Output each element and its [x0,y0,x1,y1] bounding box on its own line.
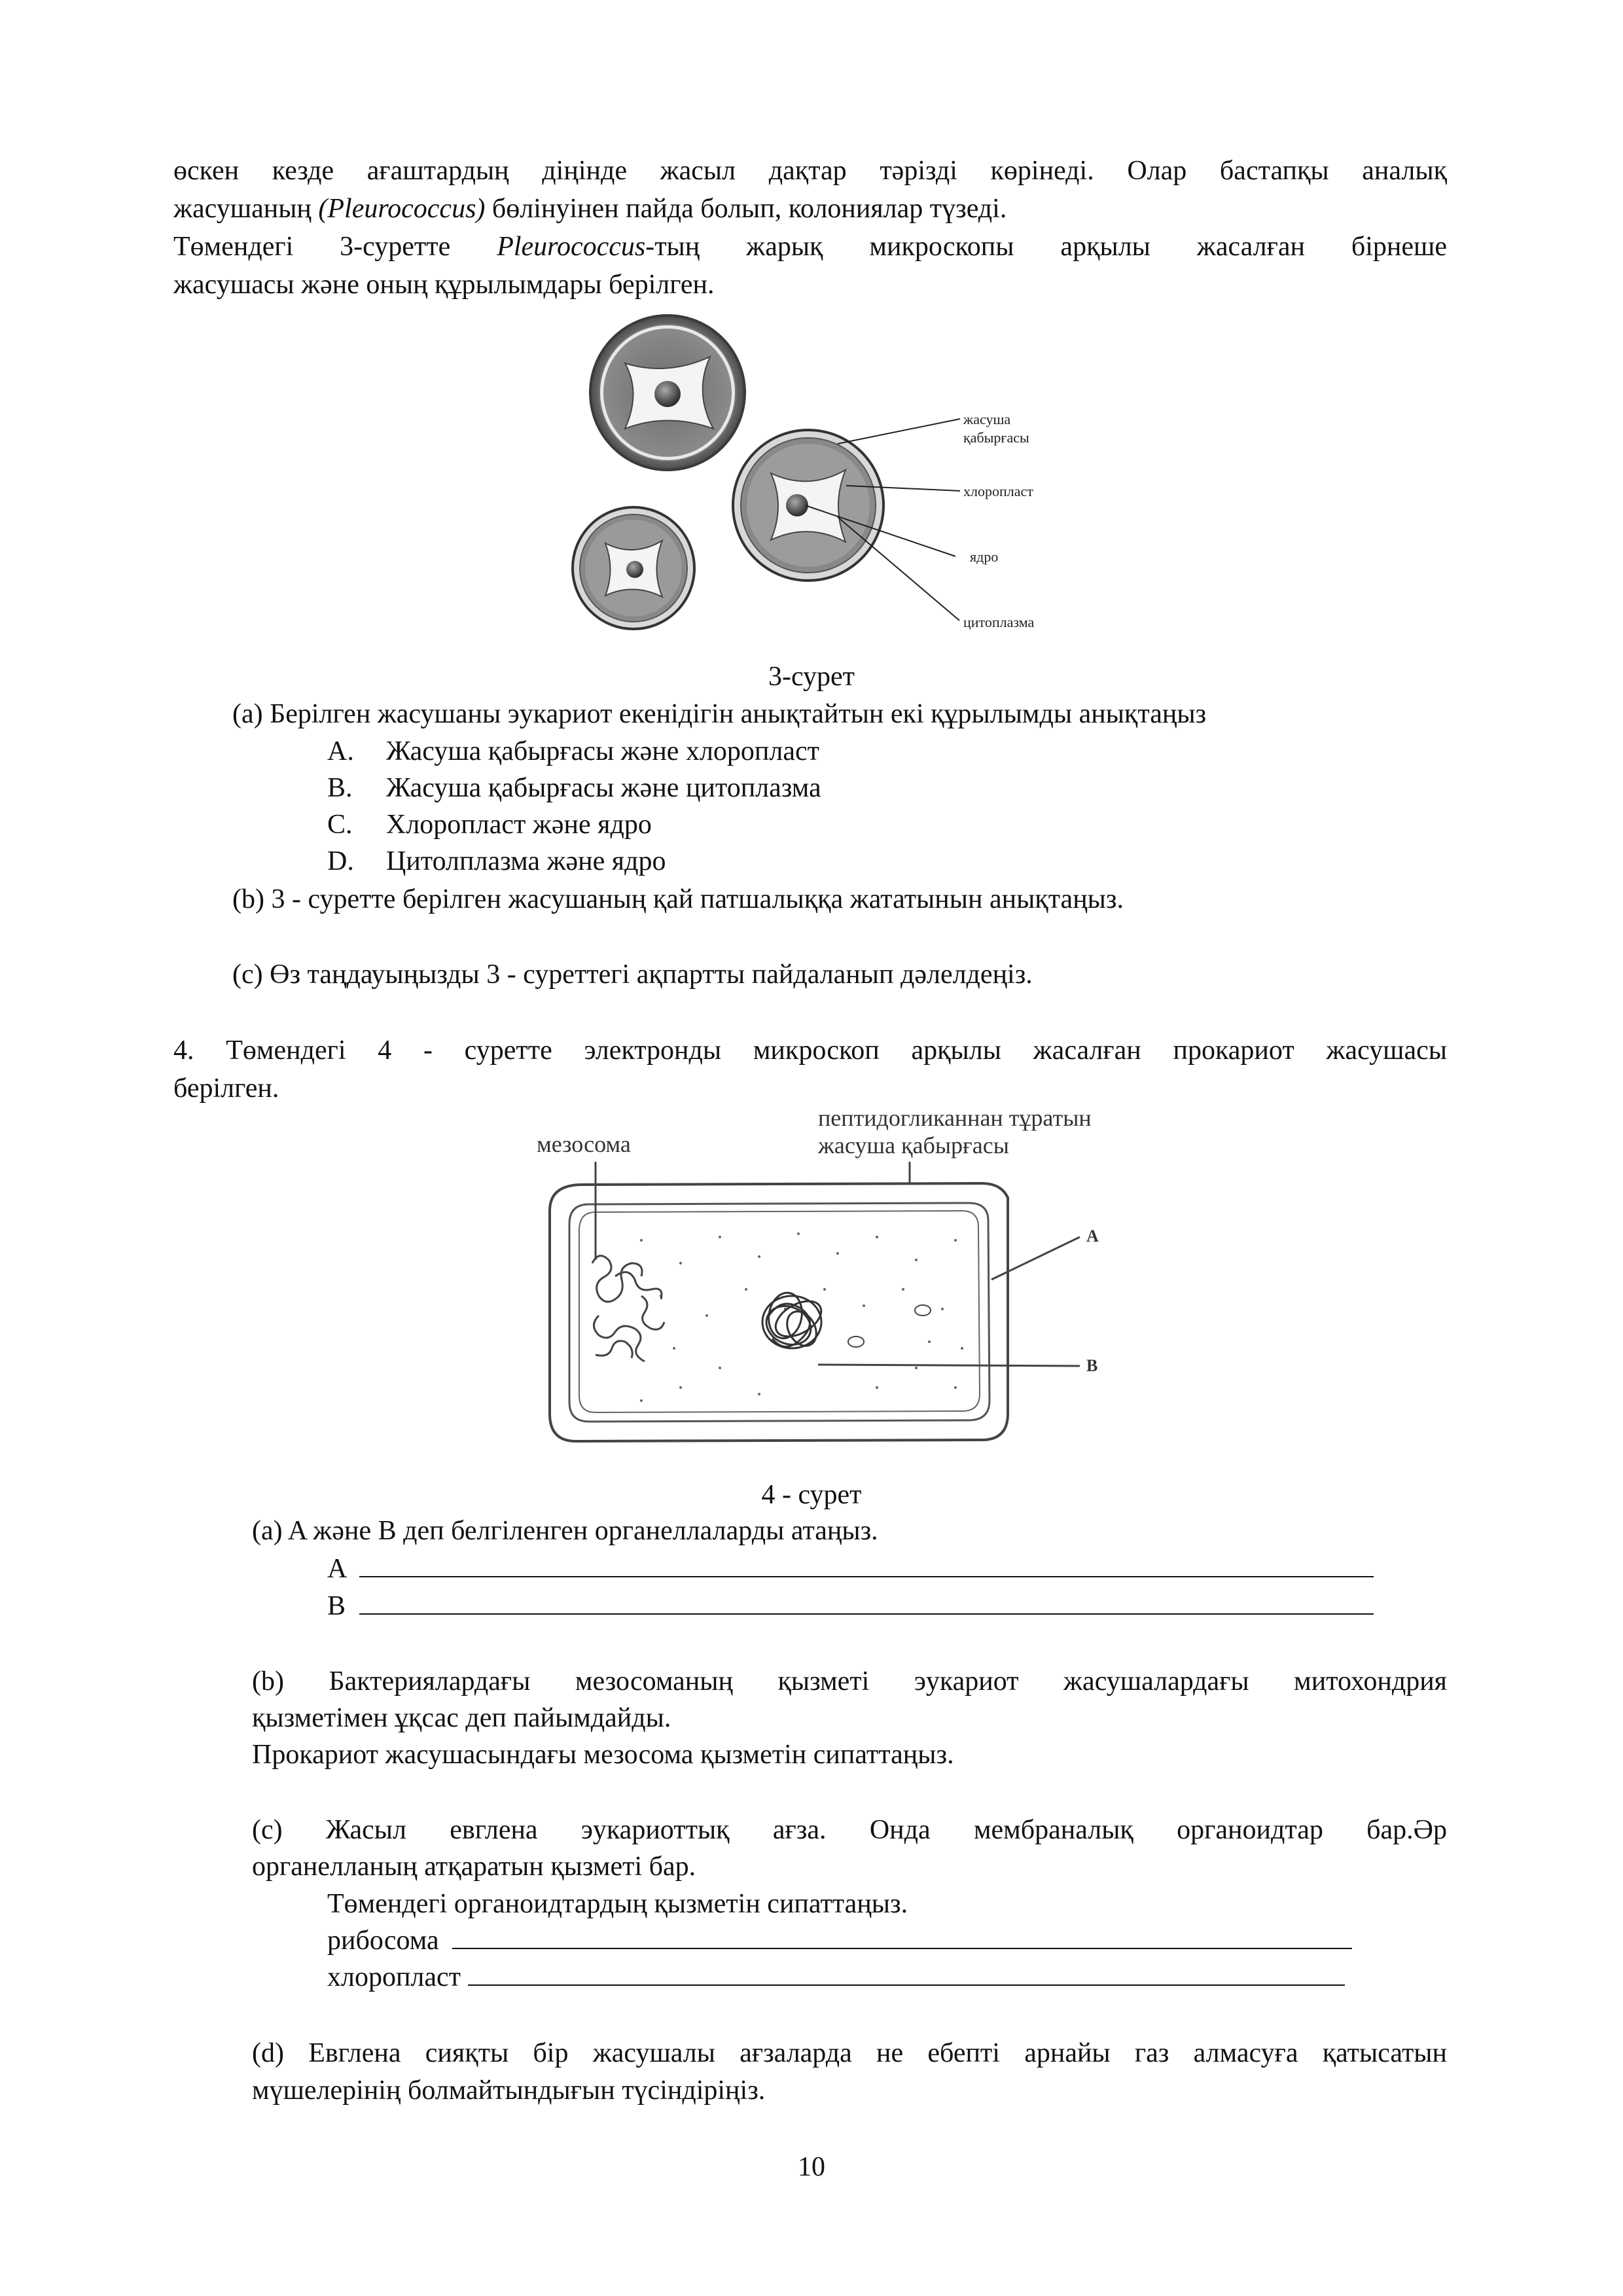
cell-small [573,507,694,629]
q3-option-b-letter: B. [327,773,353,803]
q4-part-c-line-1: (c) Жасыл евглена эукариоттық ағза. Онда мембраналық органоидтар бар.Әр [252,1815,1447,1845]
label-nucleus: ядро [970,548,999,565]
intro-line-3-text: Төмендегі 3-суретте [173,232,497,262]
figure-4-caption: 4 - сурет [761,1480,862,1510]
label-mesosome: мезосома [537,1131,631,1157]
q4-part-d-line-2: мүшелерінің болмайтындығын түсіндіріңіз. [252,2075,766,2106]
q4-ribosome-row [327,1922,1352,1960]
q4-intro-line-2: берілген. [173,1073,279,1103]
q3-option-c-letter: C. [327,810,353,840]
intro-line-2-text: жасушаның [173,194,319,224]
label-cell-wall-1: жасуша [963,411,1011,427]
intro-line-4: жасушасы және оның құрылымдары берілген. [173,270,715,300]
q4-part-d-line-1: (d) Евглена сияқты бір жасушалы ағзаларда не ебепті арнайы газ алмасуға қатысатын [252,2038,1447,2068]
leader-b [818,1365,1080,1366]
cell-labelled [733,430,883,581]
cell-large [590,315,745,470]
label-b: B [1086,1356,1098,1375]
label-wall-1: пептидогликаннан тұратын [818,1105,1092,1131]
q4-part-b-line-2: қызметімен ұқсас деп пайымдайды. [252,1703,671,1733]
label-chloroplast: хлоропласт [963,483,1033,499]
q4-answer-b [327,1587,1374,1625]
answer-a-label: A [327,1554,346,1584]
q4-answer-a [327,1550,1374,1588]
label-cytoplasm: цитоплазма [963,614,1035,630]
q3-option-a: Жасуша қабырғасы және хлоропласт [386,736,819,766]
answer-a-blank[interactable] [359,1550,1374,1577]
q3-option-d-letter: D. [327,846,354,876]
leader-cell-wall [838,419,960,444]
leader-cytoplasm [838,517,959,620]
intro-italic-genus: (Pleurococcus) [318,194,486,224]
intro-line-3-end: -тың жарық микроскопы арқылы жасалған бірнеше [645,232,1447,262]
q4-chloroplast-row [327,1958,1345,1996]
page-number: 10 [798,2152,825,2182]
cytoplasm [579,1211,980,1412]
ribosome-answer-blank[interactable] [452,1922,1352,1949]
intro-line-2-end: бөлінуінен пайда болып, колониялар түзеді. [485,194,1007,224]
q4-part-b-line-3: Прокариот жасушасындағы мезосома қызметін сипаттаңыз. [252,1740,954,1770]
ribosome-label: рибосома [327,1926,439,1956]
q3-option-c: Хлоропласт және ядро [386,810,652,840]
label-wall-2: жасуша қабырғасы [818,1132,1009,1158]
q3-part-c: (c) Өз таңдауыңызды 3 - суреттегі ақпартты пайдаланып дәлелдеңіз. [232,960,1033,990]
label-cell-wall-2: қабырғасы [963,429,1029,446]
figure-4-prokaryote [510,1100,1165,1466]
answer-b-blank[interactable] [359,1587,1374,1615]
q3-part-b: (b) 3 - суретте берілген жасушаның қай патшалыққа жататынын анықтаңыз. [232,884,1124,914]
chloroplast-answer-blank[interactable] [468,1958,1345,1986]
q4-part-b-line-1: (b) Бактериялардағы мезосоманың қызметі эукариот жасушалардағы митохондрия [252,1666,1447,1696]
q4-part-a: (a) A және B деп белгіленген органеллаларды атаңыз. [252,1516,878,1546]
q4-intro-line-1: 4. Төмендегі 4 - суретте электронды микроскоп арқылы жасалған прокариот жасушасы [173,1035,1447,1066]
intro-line-3 [173,228,1447,266]
intro-line-2 [173,190,1007,228]
q4-part-c-line-3: Төмендегі органоидтардың қызметін сипаттаңыз. [327,1889,908,1919]
q3-option-a-letter: A. [327,736,354,766]
q3-option-b: Жасуша қабырғасы және цитоплазма [386,773,821,803]
q3-option-d: Цитолплазма және ядро [386,846,666,876]
figure-3-caption: 3-сурет [768,662,855,692]
answer-b-label: B [327,1591,346,1621]
chloroplast-label: хлоропласт [327,1962,461,1992]
intro-line-1: өскен кезде ағаштардың діңінде жасыл дақтар тәрізді көрінеді. Олар бастапқы аналық [173,156,1447,186]
figure-3-pleurococcus [563,314,1086,648]
q4-part-c-line-2: органелланың атқаратын қызметі бар. [252,1852,696,1882]
q3-part-a: (a) Берілген жасушаны эукариот екенідігін анықтайтын екі құрылымды анықтаңыз [232,699,1207,729]
label-a: A [1086,1227,1099,1246]
intro-italic-genus-2: Pleurococcus [497,232,646,262]
